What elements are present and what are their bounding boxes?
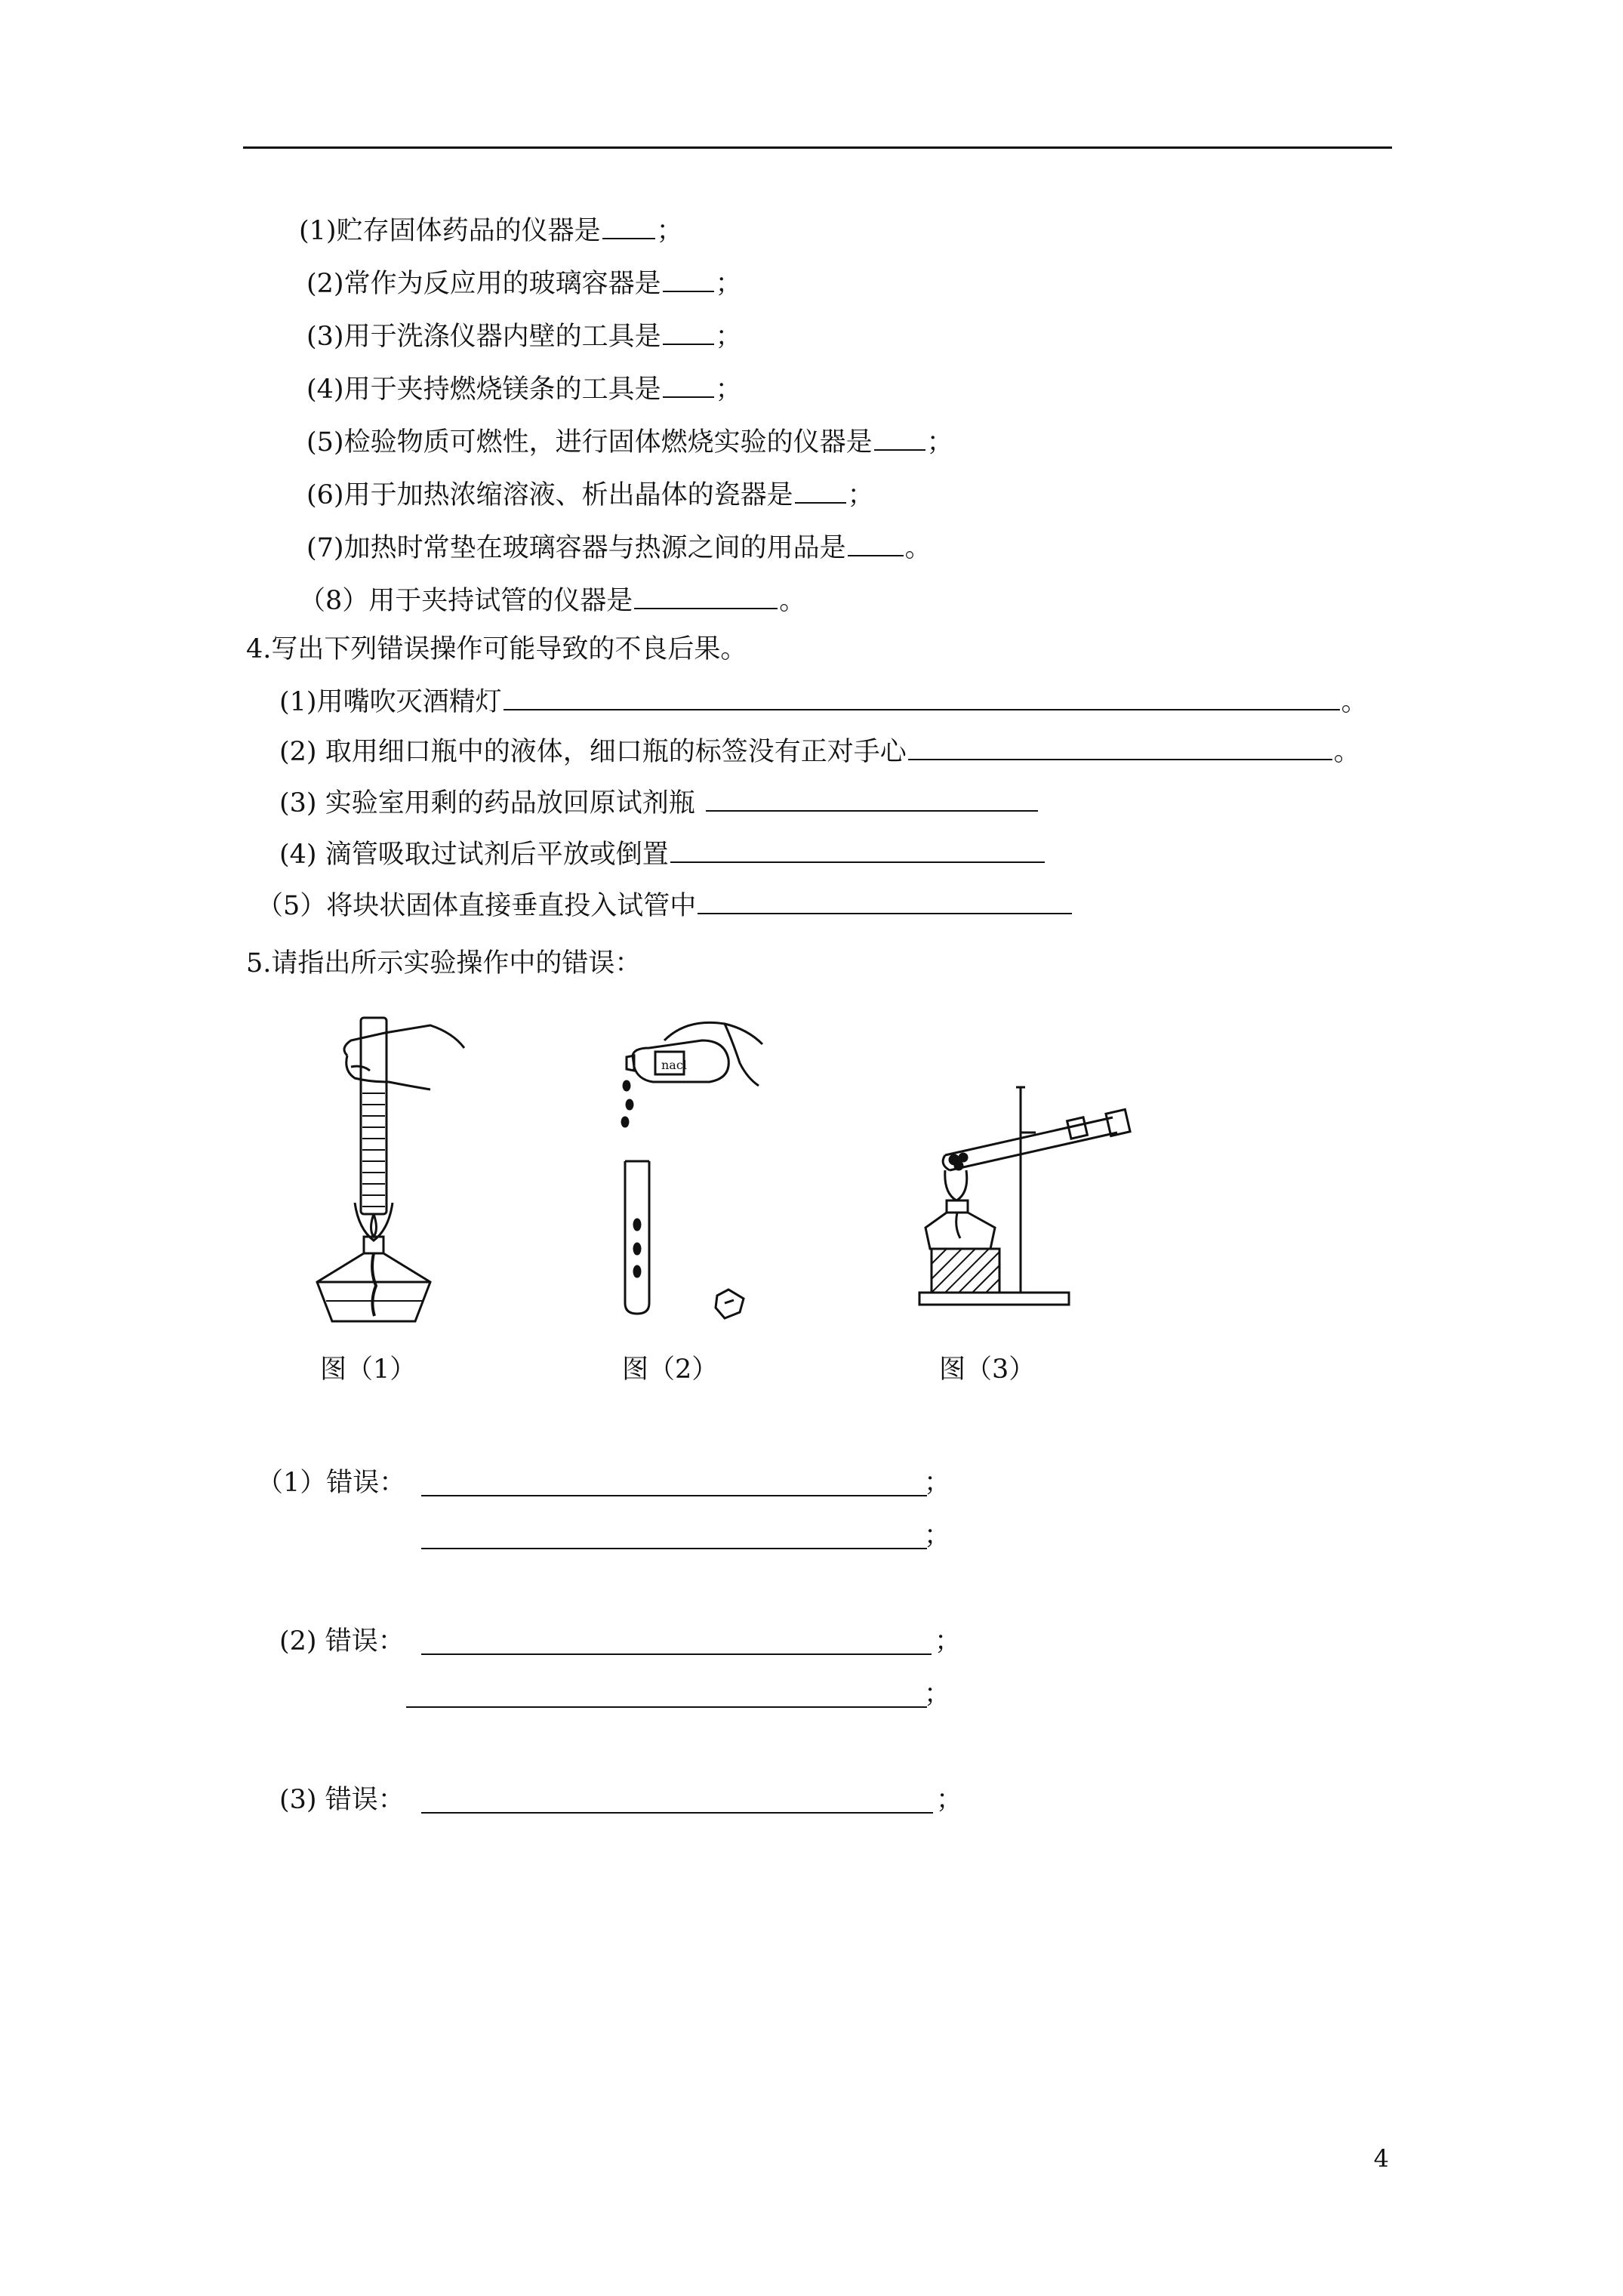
answer-blank[interactable] bbox=[706, 787, 1038, 812]
answer-line[interactable] bbox=[406, 1706, 927, 1708]
q5-answer-2: (2) 错误： bbox=[279, 1626, 405, 1657]
svg-text:nacl: nacl bbox=[661, 1058, 687, 1072]
q5-answer-1: （1）错误： bbox=[257, 1468, 406, 1498]
q3-item-4: (4)用于夹持燃烧镁条的工具是 ； bbox=[306, 374, 742, 405]
q3-item-7: (7)加热时常垫在玻璃容器与热源之间的用品是 。 bbox=[306, 533, 932, 563]
answer-line[interactable] bbox=[421, 1812, 933, 1814]
answer-blank[interactable] bbox=[663, 374, 714, 398]
figure-1-hand-heating-test-tube bbox=[310, 1010, 483, 1327]
q3-item-5: (5)检验物质可燃性，进行固体燃烧实验的仪器是 ； bbox=[306, 427, 953, 458]
q3-item-1: (1)贮存固体药品的仪器是 ； bbox=[299, 216, 683, 246]
answer-blank[interactable] bbox=[663, 321, 714, 345]
header-rule bbox=[243, 146, 1392, 149]
q3-item-3: (3)用于洗涤仪器内壁的工具是 ； bbox=[306, 322, 742, 352]
q5-answer-2-end2: ； bbox=[924, 1679, 951, 1709]
q3-item-8: （8）用于夹持试管的仪器是 。 bbox=[299, 586, 806, 616]
answer-blank[interactable] bbox=[602, 215, 655, 239]
answer-blank[interactable] bbox=[663, 268, 714, 292]
q4-item-2: (2) 取用细口瓶中的液体，细口瓶的标签没有正对手心 。 bbox=[279, 737, 1360, 767]
figure-2-pouring-liquid bbox=[619, 1010, 770, 1327]
figure-3-heating-on-stand bbox=[915, 1080, 1156, 1314]
answer-line[interactable] bbox=[421, 1548, 927, 1549]
q4-item-4: (4) 滴管吸取过试剂后平放或倒置 bbox=[279, 837, 1046, 873]
figure-1-caption: 图（1） bbox=[320, 1354, 417, 1385]
answer-blank[interactable] bbox=[670, 839, 1045, 863]
answer-line[interactable] bbox=[421, 1653, 932, 1655]
q5-answer-1-end: ； bbox=[924, 1468, 951, 1498]
q4-title: 4.写出下列错误操作可能导致的不良后果。 bbox=[246, 634, 747, 664]
q5-answer-3-end: ； bbox=[936, 1785, 963, 1815]
q3-item-2: (2)常作为反应用的玻璃容器是 ； bbox=[306, 269, 742, 299]
q5-answer-2-end: ； bbox=[935, 1626, 962, 1657]
q5-answer-3: (3) 错误： bbox=[279, 1785, 405, 1815]
q4-item-1: (1)用嘴吹灭酒精灯 。 bbox=[279, 687, 1368, 717]
answer-line[interactable] bbox=[421, 1495, 927, 1496]
answer-blank[interactable] bbox=[848, 532, 904, 556]
q3-item-6: (6)用于加热浓缩溶液、析出晶体的瓷器是 ； bbox=[306, 480, 874, 510]
answer-blank[interactable] bbox=[698, 890, 1072, 914]
answer-blank[interactable] bbox=[795, 479, 846, 504]
figure-2-caption: 图（2） bbox=[622, 1354, 719, 1385]
answer-blank[interactable] bbox=[504, 686, 1340, 710]
figure-3-caption: 图（3） bbox=[939, 1354, 1036, 1385]
answer-blank[interactable] bbox=[634, 585, 778, 609]
answer-blank[interactable] bbox=[908, 736, 1332, 760]
q4-item-5: （5）将块状固体直接垂直投入试管中 bbox=[257, 888, 1073, 924]
answer-blank[interactable] bbox=[874, 427, 925, 451]
page-number: 4 bbox=[1373, 2144, 1389, 2173]
q4-item-3: (3) 实验室用剩的药品放回原试剂瓶 bbox=[279, 785, 1039, 821]
q5-answer-1-end2: ； bbox=[924, 1521, 951, 1551]
q5-title: 5.请指出所示实验操作中的错误： bbox=[246, 948, 642, 978]
